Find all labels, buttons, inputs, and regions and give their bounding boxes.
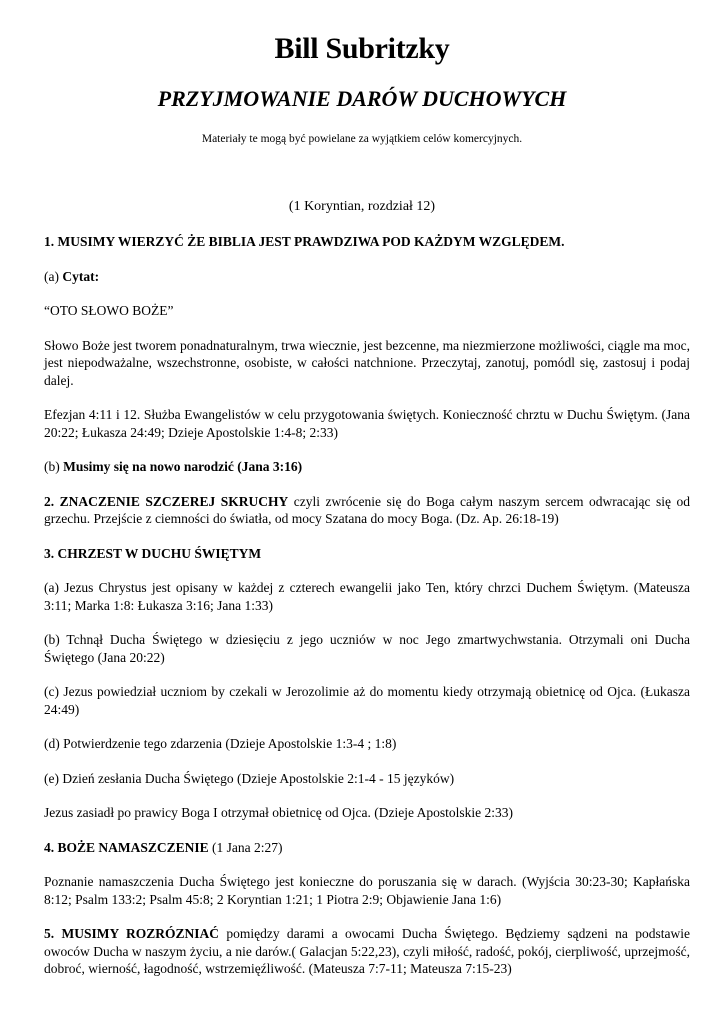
section-1-item-b: (b) Musimy się na nowo narodzić (Jana 3:16): [44, 459, 303, 474]
section-4-paragraph: Poznanie namaszczenia Ducha Świętego jest konieczne do poruszania się w darach. (Wyjścia 30:23-30; Kapłańska 8:12; Psalm 133:2; Psalm 45:8; 2 Koryntian 1:21; 1 Piotra 2:9; Objawienie Jana 1:6): [44, 874, 690, 907]
scripture-reference: (1 Koryntian, rozdział 12): [288, 199, 436, 214]
section-3-item-d: (d) Potwierdzenie tego zdarzenia (Dzieje Apostolskie 1:3-4 ; 1:8): [44, 736, 397, 751]
author-title: Bill Subritzky: [274, 32, 450, 65]
section-3-heading: 3. CHRZEST W DUCHU ŚWIĘTYM: [44, 545, 262, 561]
document-title: PRZYJMOWANIE DARÓW DUCHOWYCH: [157, 86, 567, 111]
section-1-quote: “OTO SŁOWO BOŻE”: [44, 303, 174, 318]
section-1-heading: 1. MUSIMY WIERZYĆ ŻE BIBLIA JEST PRAWDZIWA POD KAŻDYM WZGLĘDEM.: [44, 234, 565, 249]
section-5-paragraph: 5. MUSIMY ROZRÓZNIAĆ pomiędzy darami a owocami Ducha Świętego. Będziemy sądzeni na podstawie owoców Ducha w naszym życiu, a nie darów.( Galacjan 5:22,23), czyli miłość, radość, pokój, cierpliwość, uprzejmość, dobroć, wierność, łagodność, wstrzemięźliwość. (Mateusza 7:7-11; Mateusza 7:15-23): [44, 926, 690, 976]
document-body: [44, 233, 690, 995]
section-3-item-e: (e) Dzień zesłania Ducha Świętego (Dzieje Apostolskie 2:1-4 - 15 języków): [44, 770, 455, 786]
section-2-paragraph: 2. ZNACZENIE SZCZEREJ SKRUCHY czyli zwrócenie się do Boga całym naszym sercem odwracając się od grzechu. Przejście z ciemności do światła, od mocy Szatana do mocy Boga. (Dz. Ap. 26:18-19): [44, 493, 690, 526]
section-3-paragraph: Jezus zasiadł po prawicy Boga I otrzymał obietnicę od Ojca. (Dzieje Apostolskie 2:33): [44, 805, 513, 820]
section-1-paragraph-2: Efezjan 4:11 i 12. Służba Ewangelistów w celu przygotowania świętych. Konieczność chrztu w Duchu Świętym. (Jana 20:22; Łukasza 24:49; Dzieje Apostolskie 1:4-8; 2:33): [44, 407, 690, 440]
section-3-item-c: (c) Jezus powiedział uczniom by czekali w Jerozolimie aż do momentu kiedy otrzymają obietnicę od Ojca. (Łukasza 24:49): [44, 684, 690, 717]
section-3-item-a: (a) Jezus Chrystus jest opisany w każdej z czterech ewangelii jako Ten, który chrzci Duchem Świętym. (Mateusza 3:11; Marka 1:8: Łukasza 3:16; Jana 1:33): [44, 580, 690, 613]
section-1-item-a: (a) Cytat:: [44, 268, 100, 284]
section-2-heading: 2. ZNACZENIE SZCZEREJ SKRUCHY: [44, 493, 289, 509]
section-3-item-b: (b) Tchnął Ducha Świętego w dziesięciu z jego uczniów w noc Jego zmartwychwstania. Otrzymali oni Ducha Świętego (Jana 20:22): [44, 632, 690, 665]
section-1-paragraph-1: Słowo Boże jest tworem ponadnaturalnym, trwa wiecznie, jest bezcenne, ma niezmierzone możliwości, ciągle ma moc, jest niepodważalne, wszechstronne, osobiste, w całości natchnione. Przeczytaj, zanotuj, pomódl się, zastosuj i podaj dalej.: [44, 337, 690, 388]
section-4-heading: 4. BOŻE NAMASZCZENIE (1 Jana 2:27): [44, 839, 283, 855]
section-5-heading: 5. MUSIMY ROZRÓZNIAĆ: [44, 926, 220, 941]
copyright-note: Materiały te mogą być powielane za wyjątkiem celów komercyjnych.: [201, 133, 523, 145]
